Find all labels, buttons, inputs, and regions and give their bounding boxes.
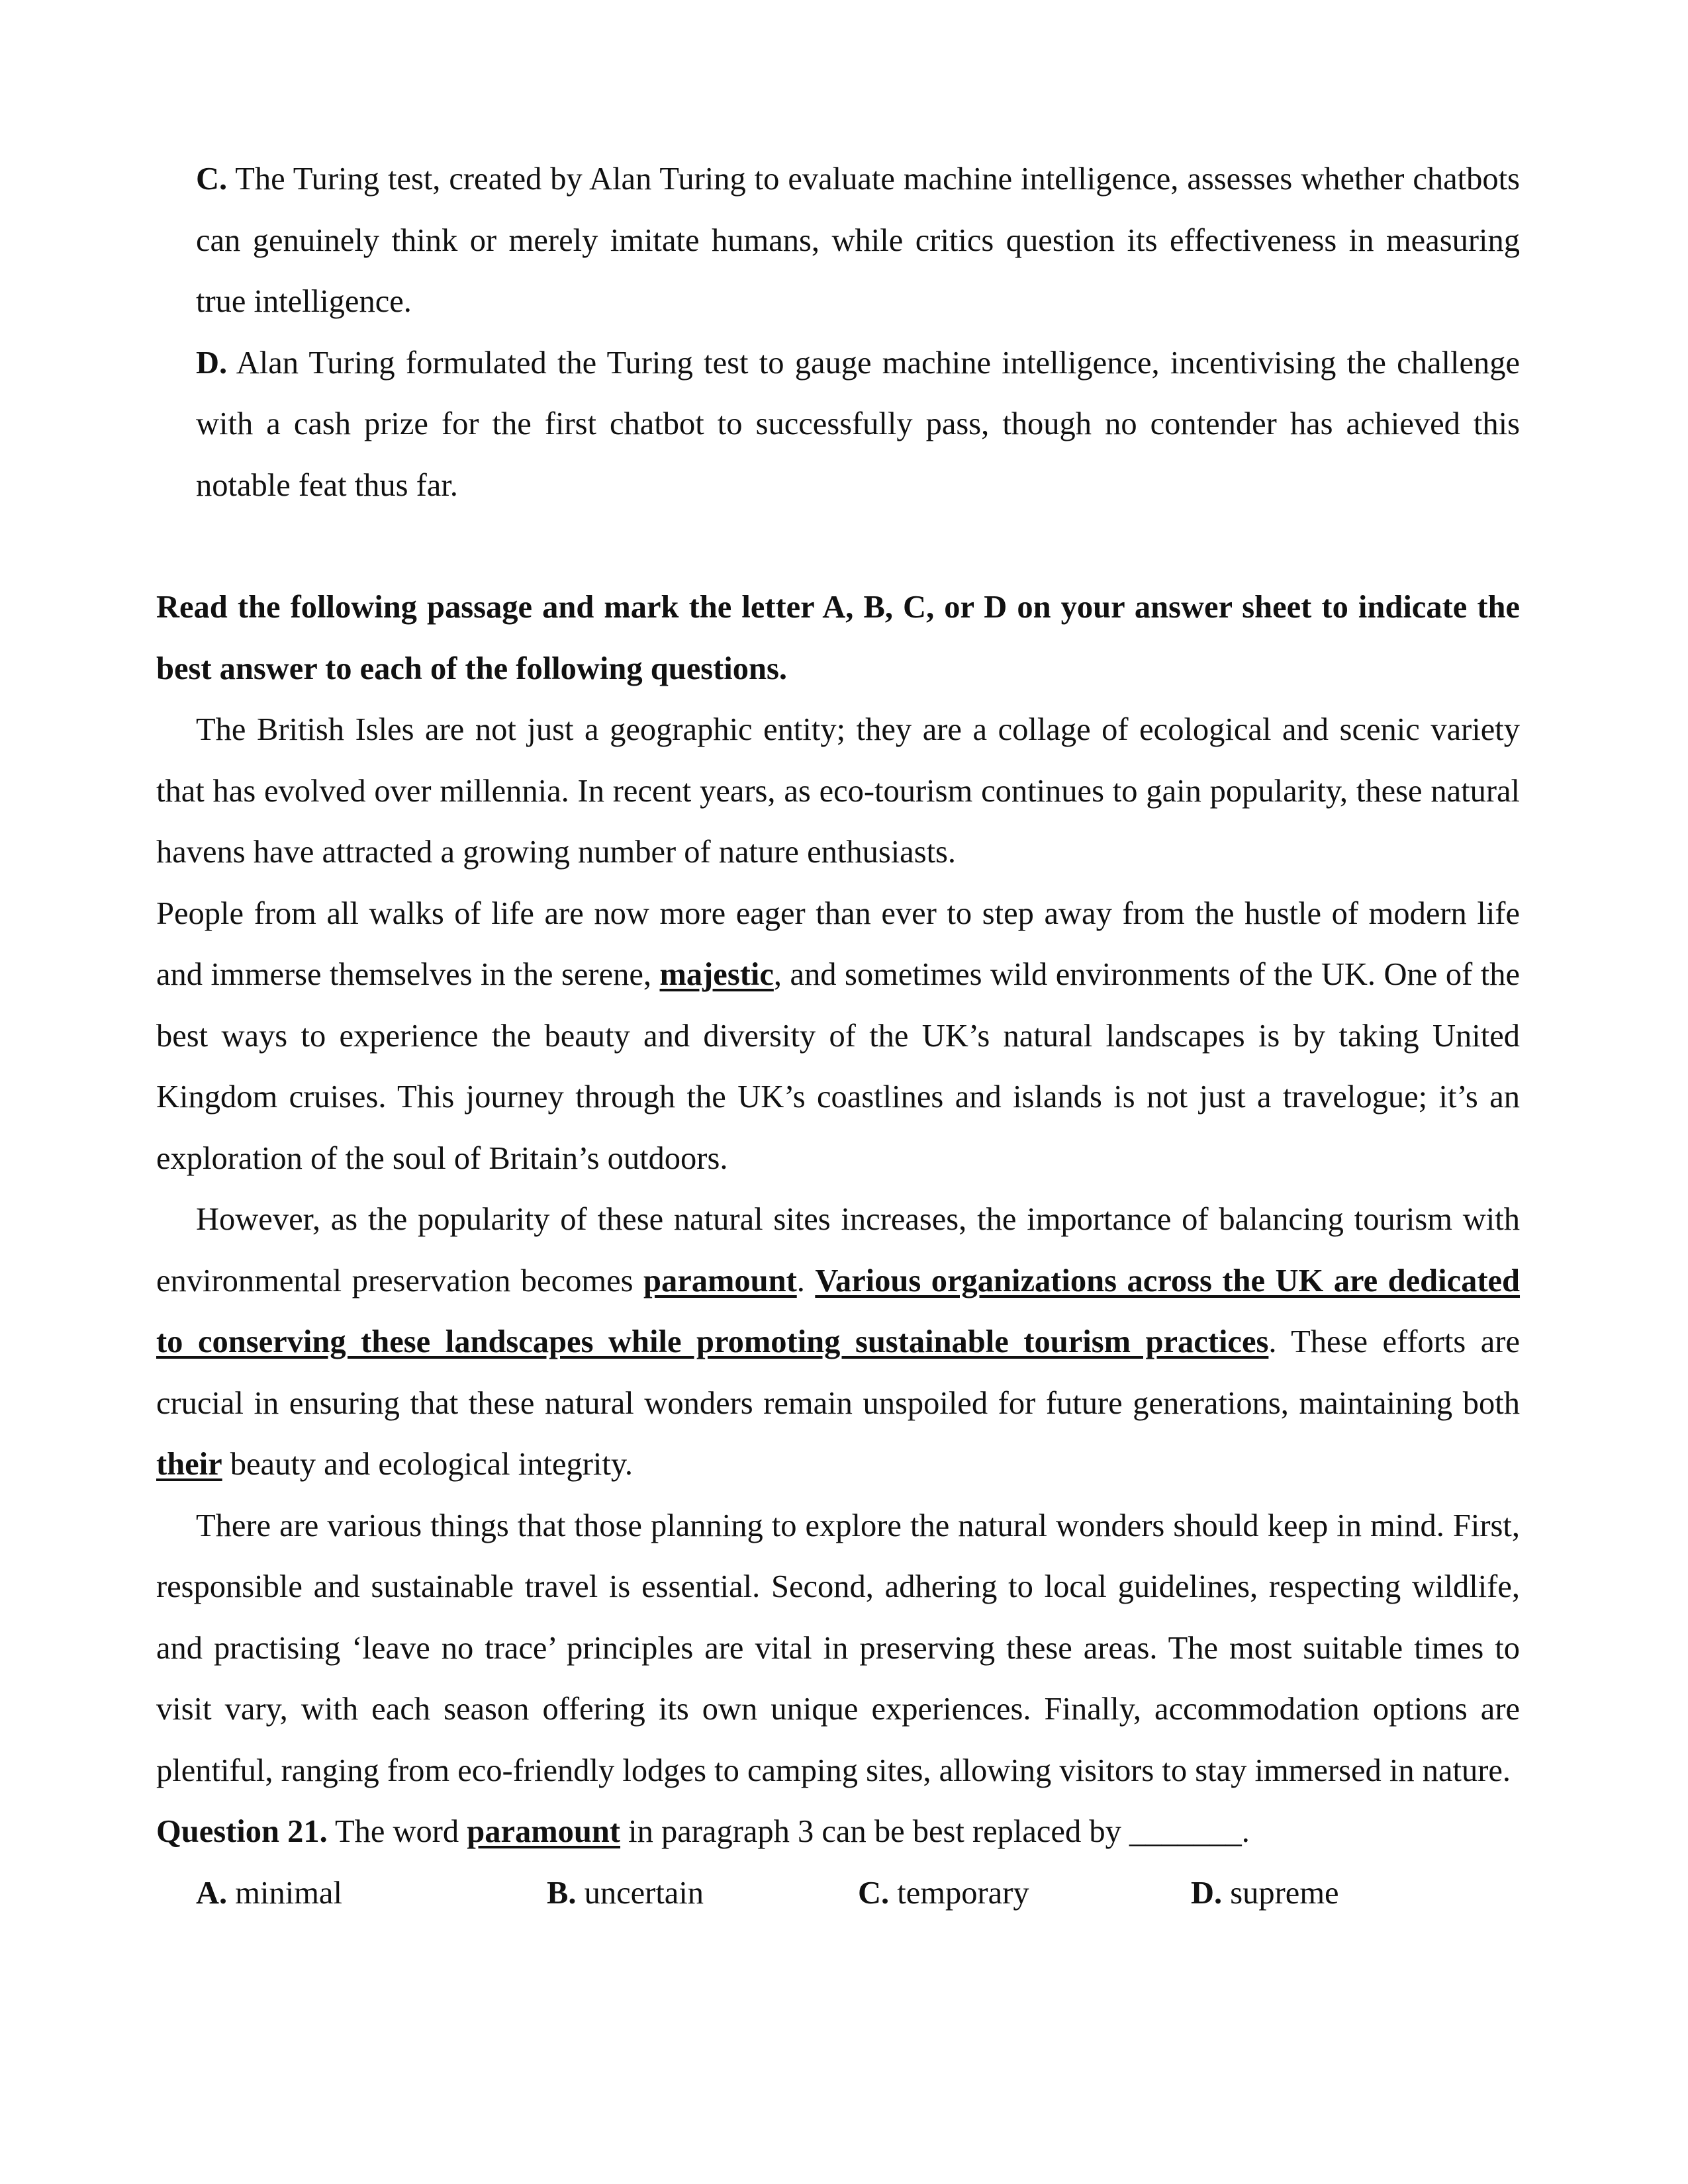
answer-text: temporary bbox=[889, 1875, 1029, 1911]
answer-option-c[interactable] bbox=[858, 1863, 1029, 1925]
document-page bbox=[156, 149, 1520, 1924]
paragraph-3-text-start: However, as the popularity of these natural sites increases, the importance of balancing tourism with environmental preservation becomes bbox=[156, 1202, 1520, 1298]
question-text-start: The word bbox=[327, 1814, 467, 1849]
reading-instruction: Read the following passage and mark the letter A, B, C, or D on your answer sheet to indicate the best answer to each of the following questions. bbox=[156, 590, 1520, 686]
passage-paragraph-3 bbox=[156, 1189, 1520, 1496]
question-21 bbox=[156, 1801, 1520, 1863]
answer-text: supreme bbox=[1222, 1875, 1339, 1911]
underlined-word-their: their bbox=[156, 1447, 222, 1482]
paragraph-2-text-end: , and sometimes wild environments of the UK. One of the best ways to experience the beauty and diversity of the UK’s natural landscapes is by taking United Kingdom cruises. This journey through the UK’s coastlines and islands is not just a travelogue; it’s an exploration of the soul of Britain’s outdoors. bbox=[156, 957, 1520, 1176]
answer-option-b[interactable] bbox=[547, 1863, 704, 1925]
section-gap bbox=[156, 516, 1520, 577]
answer-option-a[interactable] bbox=[196, 1863, 342, 1925]
passage-paragraph-4: There are various things that those planning to explore the natural wonders should keep in mind. First, responsible and sustainable travel is essential. Second, adhering to local guidelines, respecting wildlife, and practising ‘leave no trace’ principles are vital in preserving these areas. The most suitable times to visit vary, with each season offering its own unique experiences. Finally, accommodation options are plentiful, ranging from eco-friendly lodges to camping sites, allowing visitors to stay immersed in nature. bbox=[156, 1508, 1520, 1788]
answer-text: minimal bbox=[227, 1875, 342, 1911]
passage-paragraph-1: The British Isles are not just a geographic entity; they are a collage of ecological and scenic variety that has evolved over millennia. In recent years, as eco-tourism continues to gain popularity, these natural havens have attracted a growing number of nature enthusiasts. bbox=[156, 712, 1520, 870]
answer-option-d[interactable] bbox=[1191, 1863, 1339, 1925]
paragraph-3-separator: . bbox=[796, 1263, 816, 1298]
answer-letter: A. bbox=[196, 1875, 228, 1911]
option-c-text: The Turing test, created by Alan Turing to evaluate machine intelligence, assesses whether chatbots can genuinely think or merely imitate humans, while critics question its effectiveness in measuring true intelligence. bbox=[196, 161, 1521, 319]
answer-letter: B. bbox=[547, 1875, 577, 1911]
underlined-sentence: Various organizations across the UK are dedicated to conserving these landscapes while promoting sustainable tourism practices bbox=[156, 1263, 1521, 1359]
option-d-text: Alan Turing formulated the Turing test to gauge machine intelligence, incentivising the challenge with a cash prize for the first chatbot to successfully pass, though no contender has achieved this notable feat thus far. bbox=[196, 345, 1520, 503]
paragraph-3-text-end: beauty and ecological integrity. bbox=[222, 1447, 633, 1482]
question-text-end: in paragraph 3 can be best replaced by _______. bbox=[620, 1814, 1250, 1849]
answer-letter: D. bbox=[1191, 1875, 1223, 1911]
option-d-letter: D. bbox=[196, 345, 228, 381]
question-label: Question 21. bbox=[156, 1814, 328, 1849]
answer-letter: C. bbox=[858, 1875, 890, 1911]
previous-option-c bbox=[156, 149, 1520, 333]
answer-text: uncertain bbox=[576, 1875, 704, 1911]
option-c-letter: C. bbox=[196, 161, 228, 197]
previous-option-d bbox=[156, 333, 1520, 517]
paragraph-3-text-middle: . These efforts are crucial in ensuring that these natural wonders remain unspoiled for future generations, maintaining both bbox=[156, 1324, 1520, 1421]
answer-options bbox=[156, 1863, 1520, 1925]
passage-paragraph-2 bbox=[156, 884, 1520, 1190]
underlined-word-paramount: paramount bbox=[643, 1263, 797, 1298]
question-keyword: paramount bbox=[467, 1814, 621, 1849]
underlined-word-majestic: majestic bbox=[659, 957, 774, 992]
paragraph-2-text-start: People from all walks of life are now more eager than ever to step away from the hustle of modern life and immerse themselves in the serene, bbox=[156, 895, 1520, 992]
